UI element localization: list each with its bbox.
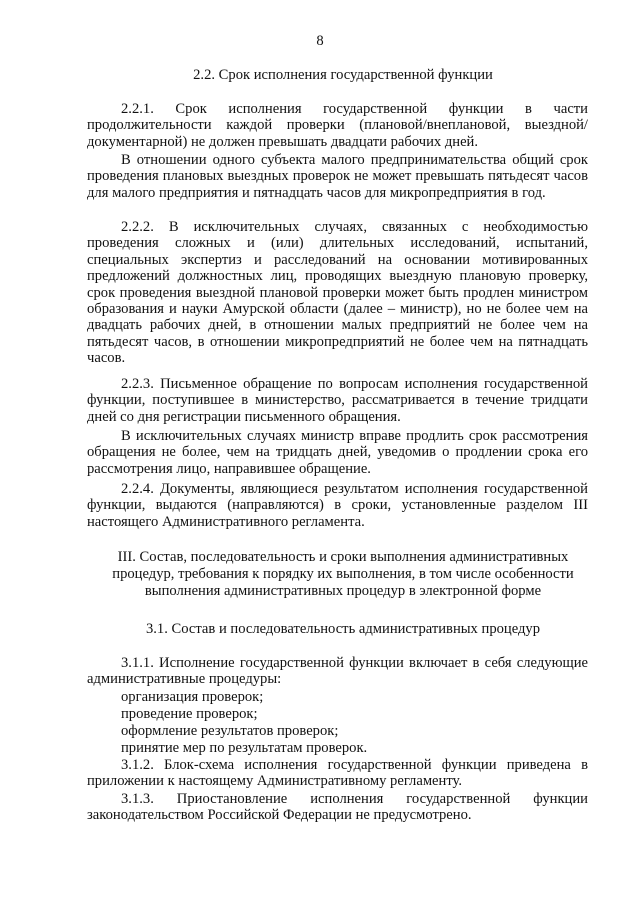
section-3-heading-line-1: III. Состав, последовательность и сроки выполнения административных (117, 549, 569, 565)
procedure-item: организация проверок; (121, 689, 264, 705)
section-3-1-heading: 3.1. Состав и последовательность административных процедур (145, 621, 541, 637)
paragraph-term-extension: В исключительных случаях министр вправе продлить срок рассмотрения обращения не более, чем на тридцать дней, уведомив о продлении срока его рассмотрения лицо, направившее обращение. (87, 428, 588, 477)
paragraph-2-2-3: 2.2.3. Письменное обращение по вопросам исполнения государственной функции, поступившее в министерство, рассматривается в течение тридцати дней со дня регистрации письменного обращения. (87, 376, 588, 425)
procedure-item: оформление результатов проверок; (121, 723, 339, 739)
paragraph-2-2-1: 2.2.1. Срок исполнения государственной функции в части продолжительности каждой проверки (плановой/внеплановой, выездной/документарной) не должен превышать двадцати рабочих дней. (87, 101, 588, 150)
paragraph-small-business-limit: В отношении одного субъекта малого предпринимательства общий срок проведения плановых выездных проверок не может превышать пятьдесят часов для малого предприятия и пятнадцать часов для микропредприятия в год. (87, 152, 588, 201)
paragraph-3-1-1: 3.1.1. Исполнение государственной функции включает в себя следующие административные процедуры: (87, 655, 588, 688)
procedure-item: принятие мер по результатам проверок. (121, 740, 368, 756)
section-2-2-heading: 2.2. Срок исполнения государственной функции (193, 67, 493, 83)
page-number: 8 (316, 33, 324, 49)
procedure-item: проведение проверок; (121, 706, 258, 722)
paragraph-3-1-2: 3.1.2. Блок-схема исполнения государственной функции приведена в приложении к настоящему Административному регламенту. (87, 757, 588, 790)
paragraph-2-2-2: 2.2.2. В исключительных случаях, связанных с необходимостью проведения сложных и (или) длительных исследований, испытаний, специальных экспертиз и расследований на основании мотивированных предложений должностных лиц, проводящих выездную плановую проверку, срок проведения выездной плановой проверки может быть продлен министром образования и науки Амурской области (далее – министр), но не более чем на двадцать рабочих дней, в отношении малых предприятий не более чем на пятьдесят часов, в отношении микропредприятий не более чем на пятнадцать часов. (87, 219, 588, 367)
paragraph-3-1-3: 3.1.3. Приостановление исполнения государственной функции законодательством Российской Федерации не предусмотрено. (87, 791, 588, 824)
section-3-heading-line-3: выполнения административных процедур в электронной форме (144, 583, 542, 599)
paragraph-2-2-4: 2.2.4. Документы, являющиеся результатом исполнения государственной функции, выдаются (направляются) в сроки, установленные разделом III настоящего Административного регламента. (87, 481, 588, 530)
section-3-heading-line-2: процедур, требования к порядку их выполнения, в том числе особенности (112, 566, 574, 582)
